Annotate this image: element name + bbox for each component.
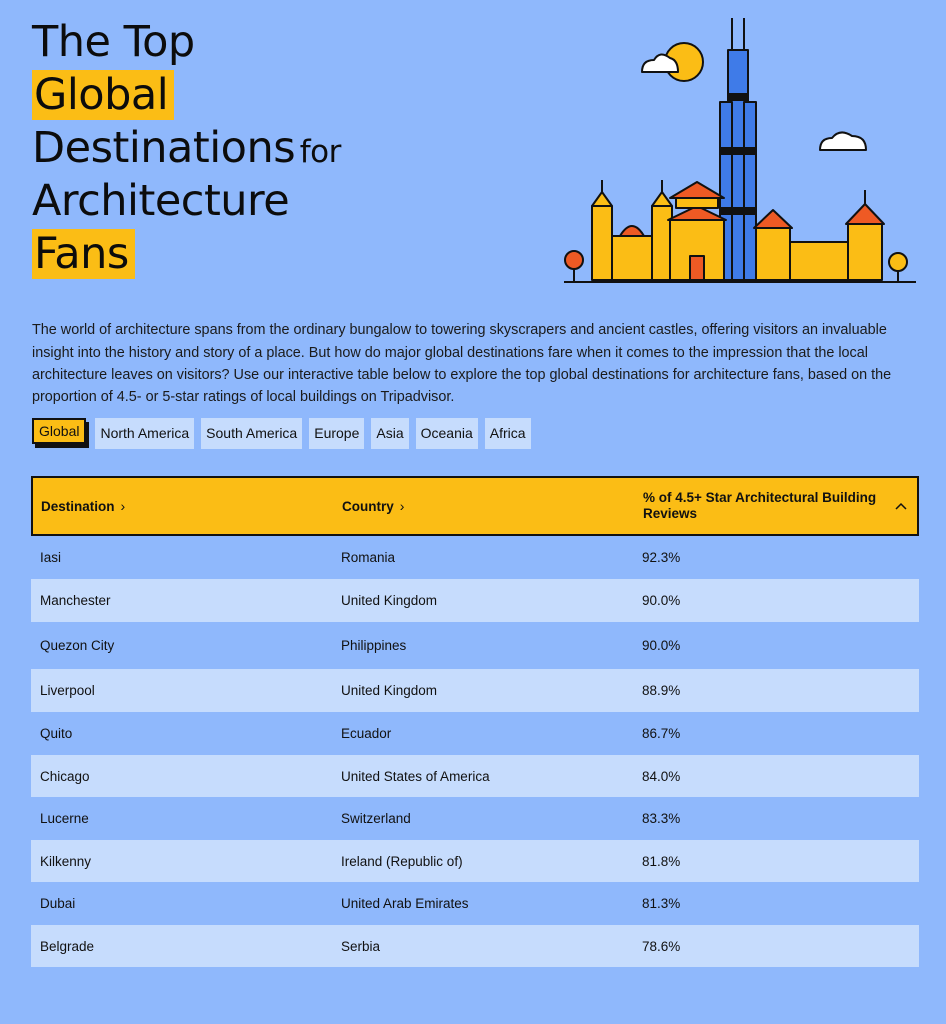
- filter-south-america[interactable]: South America: [201, 418, 302, 449]
- table-row: [31, 755, 919, 797]
- destination-cell: Manchester: [40, 593, 111, 608]
- filter-global[interactable]: Global: [32, 418, 86, 444]
- chevron-right-icon: ›: [399, 498, 405, 514]
- table-row: [31, 622, 919, 669]
- table-row: [31, 669, 919, 712]
- filter-asia[interactable]: Asia: [371, 418, 408, 449]
- chevron-up-icon: [895, 502, 907, 510]
- filter-europe[interactable]: Europe: [309, 418, 364, 449]
- country-cell: United Kingdom: [341, 593, 438, 608]
- header-country-label: Country: [342, 498, 394, 514]
- percentage-cell: 84.0%: [642, 768, 681, 784]
- destination-cell: Kilkenny: [40, 853, 92, 869]
- country-cell: Serbia: [341, 938, 381, 954]
- destination-cell: Liverpool: [40, 683, 95, 698]
- table-header: [31, 476, 919, 536]
- title-highlight-fans: Fans: [32, 229, 135, 279]
- destination-cell: Belgrade: [40, 938, 95, 954]
- percentage-cell: 90.0%: [642, 638, 681, 653]
- country-cell: United States of America: [341, 768, 490, 784]
- percentage-cell: 83.3%: [642, 811, 681, 826]
- destination-cell: Iasi: [40, 550, 62, 565]
- percentage-cell: 81.3%: [642, 896, 681, 911]
- intro-paragraph: The world of architecture spans from the ordinary bungalow to towering skyscrapers and ancient castles, offering visitors an invaluable insight into the history and story of a place. But how do major global destinations fare when it comes to the impression that the local architecture leaves on visitors? Use our interactive table below to explore the top global destinations for architecture fans, based on the proportion of 4.5- or 5-star ratings of local buildings on Tripadvisor.: [32, 322, 892, 406]
- header-destination[interactable]: [33, 498, 334, 514]
- table-row: [31, 712, 919, 755]
- cloud-icon: [820, 132, 866, 150]
- table-row: [31, 882, 919, 925]
- header-percentage-label: % of 4.5+ Star Architectural Building Reviews: [643, 490, 877, 521]
- country-cell: Ecuador: [341, 726, 392, 741]
- header-country[interactable]: [334, 498, 635, 514]
- country-cell: United Kingdom: [341, 683, 438, 698]
- destination-cell: Quezon City: [40, 638, 115, 653]
- percentage-cell: 78.6%: [642, 938, 681, 954]
- header-destination-label: Destination: [41, 498, 115, 514]
- title-line-3-small: for: [299, 134, 341, 170]
- percentage-cell: 92.3%: [642, 550, 681, 565]
- destination-cell: Dubai: [40, 896, 76, 911]
- table-row: [31, 797, 919, 840]
- city-skyline-illustration: [560, 10, 920, 290]
- destination-cell: Lucerne: [40, 811, 89, 826]
- country-cell: Ireland (Republic of): [341, 853, 463, 869]
- table-row: [31, 925, 919, 967]
- country-cell: Romania: [341, 550, 396, 565]
- table-row: [31, 579, 919, 622]
- country-cell: Switzerland: [341, 811, 411, 826]
- filter-africa[interactable]: Africa: [485, 418, 531, 449]
- destinations-table: [31, 476, 919, 967]
- country-cell: Philippines: [341, 638, 407, 653]
- filter-oceania[interactable]: Oceania: [416, 418, 478, 449]
- percentage-cell: 90.0%: [642, 593, 681, 608]
- destination-cell: Quito: [40, 726, 73, 741]
- percentage-cell: 81.8%: [642, 853, 681, 869]
- table-body: [31, 536, 919, 967]
- title-line-3: Destinations: [32, 123, 296, 173]
- percentage-cell: 88.9%: [642, 683, 681, 698]
- title-line-4: Architecture: [32, 176, 290, 226]
- table-row: [31, 840, 919, 882]
- filter-north-america[interactable]: North America: [95, 418, 194, 449]
- region-filter-tabs: [32, 418, 538, 449]
- percentage-cell: 86.7%: [642, 726, 681, 741]
- table-row: [31, 536, 919, 579]
- chevron-right-icon: ›: [120, 498, 126, 514]
- title-highlight-global: Global: [32, 70, 174, 120]
- page-title: [32, 16, 341, 281]
- destination-cell: Chicago: [40, 768, 90, 784]
- title-line-1: The Top: [32, 17, 195, 67]
- header-percentage[interactable]: [635, 490, 917, 522]
- country-cell: United Arab Emirates: [341, 896, 469, 911]
